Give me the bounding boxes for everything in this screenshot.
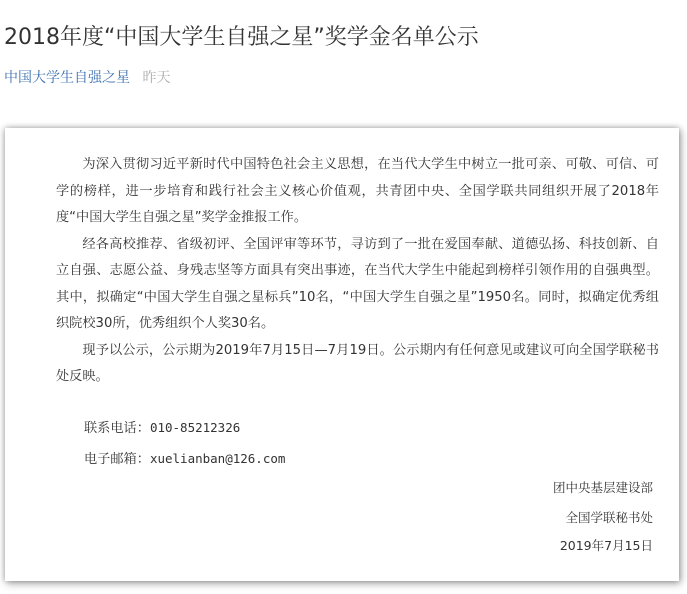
notice-image: [5, 128, 679, 581]
phone-label: 联系电话：: [84, 421, 150, 436]
signature-secretariat: 全国学联秘书处: [565, 510, 653, 525]
notice-paragraph-2: 经各高校推荐、省级初评、全国评审等环节，寻访到了一批在爱国奉献、道德弘扬、科技创新、自立自强、志愿公益、身残志坚等方面具有突出事迹，在当代大学生中能起到榜样引领作用的自强典型。其中，拟确定“中国大学生自强之星标兵”10名，“中国大学生自强之星”1950名。同时，拟确定优秀组织院校30所，优秀组织个人奖30名。: [56, 236, 659, 331]
article-title: 2018年度“中国大学生自强之星”奖学金名单公示: [4, 25, 479, 50]
email-label: 电子邮箱：: [84, 452, 150, 467]
publish-time: 昨天: [142, 70, 171, 86]
notice-paragraph-1: 为深入贯彻习近平新时代中国特色社会主义思想，在当代大学生中树立一批可亲、可敬、可信、可学的榜样，进一步培育和践行社会主义核心价值观，共青团中央、全国学联共同组织开展了2018年度“中国大学生自强之星”奖学金推报工作。: [56, 157, 659, 225]
article-meta: [4, 67, 170, 87]
email-value: xuelianban@126.com: [149, 451, 286, 466]
account-name-link[interactable]: 中国大学生自强之星: [4, 70, 130, 86]
signature-department: 团中央基层建设部: [552, 480, 653, 495]
notice-date: 2019年7月15日: [559, 538, 653, 553]
notice-body: [56, 152, 659, 391]
email-line: [84, 448, 285, 467]
phone-line: [84, 417, 240, 436]
phone-value: 010-85212326: [149, 420, 241, 435]
notice-paragraph-3: 现予以公示，公示期为2019年7月15日—7月19日。公示期内有任何意见或建议可向全国学联秘书处反映。: [56, 342, 659, 384]
